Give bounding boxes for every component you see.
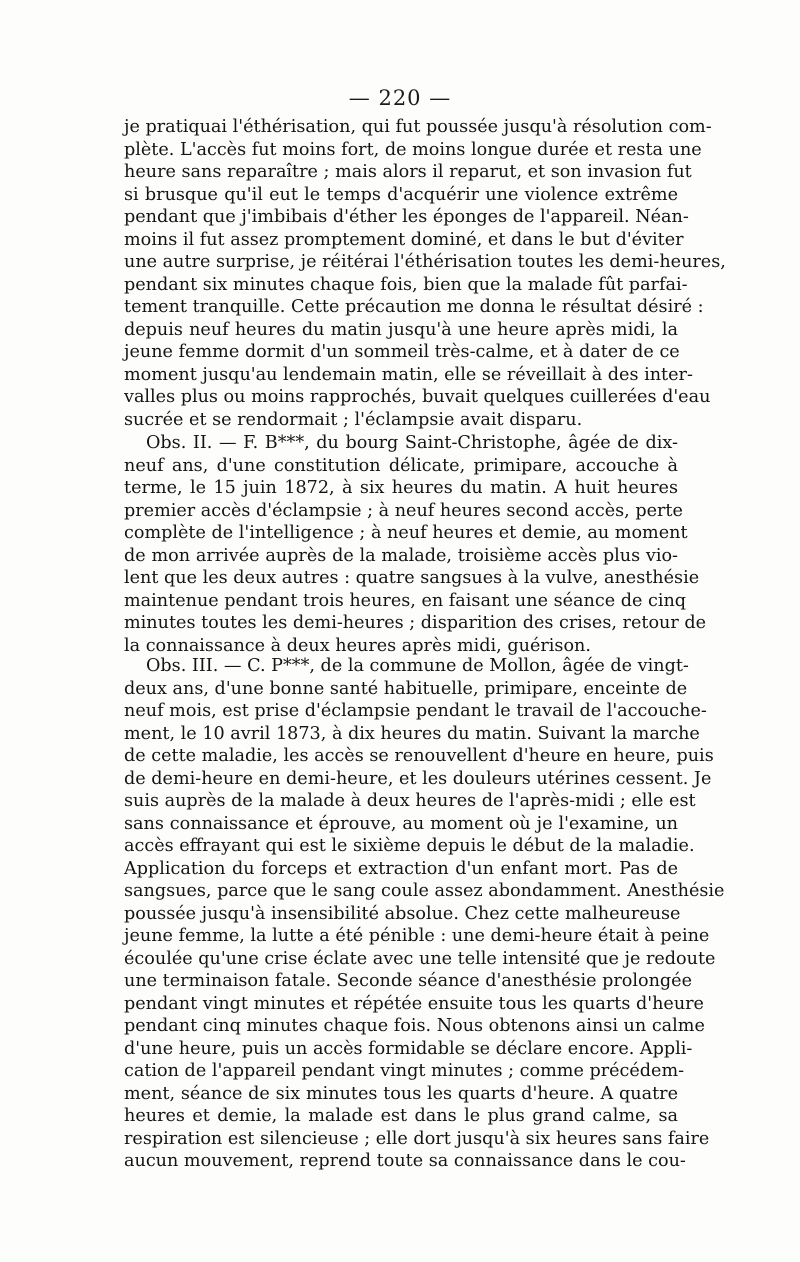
text-line: accès effrayant qui est le sixième depuis le début de la maladie. <box>124 836 695 856</box>
text-line: lent que les deux autres : quatre sangsues à la vulve, anesthésie <box>124 568 700 588</box>
text-line: si brusque qu'il eut le temps d'acquérir une violence extrême <box>124 184 678 205</box>
text-line: respiration est silencieuse ; elle dort jusqu'à six heures sans faire <box>124 1128 710 1149</box>
paragraph-continuation <box>124 116 726 431</box>
text-line: je pratiquai l'éthérisation, qui fut poussée jusqu'à résolution com- <box>124 117 712 137</box>
text-line: la connaissance à deux heures après midi, guérison. <box>124 635 591 656</box>
text-line: heure sans reparaître ; mais alors il reparut, et son invasion fut <box>124 162 692 182</box>
text-line: de mon arrivée auprès de la malade, troisième accès plus vio- <box>124 545 678 566</box>
text-line: cation de l'appareil pendant vingt minutes ; comme précédem- <box>124 1061 685 1081</box>
text-line: d'une heure, puis un accès formidable se déclare encore. Appli- <box>124 1038 693 1059</box>
text-line: Obs. II. — F. B***, du bourg Saint-Christophe, âgée de dix- <box>146 433 678 453</box>
text-line: terme, le 15 juin 1872, à six heures du matin. A huit heures <box>124 478 678 498</box>
text-line: heures et demie, la malade est dans le plus grand calme, sa <box>124 1106 678 1126</box>
text-line: sangsues, parce que le sang coule assez abondamment. Anesthésie <box>124 881 725 901</box>
text-line: pendant que j'imbibais d'éther les éponges de l'appareil. Néan- <box>124 207 689 227</box>
text-line: de cette maladie, les accès se renouvellent d'heure en heure, puis <box>124 746 714 766</box>
text-line: tement tranquille. Cette précaution me donna le résultat désiré : <box>124 297 704 317</box>
text-line: une terminaison fatale. Seconde séance d'anesthésie prolongée <box>124 971 693 991</box>
text-line: valles plus ou moins rapprochés, buvait quelques cuillerées d'eau <box>124 387 711 407</box>
text-line: maintenue pendant trois heures, en faisant une séance de cinq <box>124 590 687 611</box>
text-line: pendant cinq minutes chaque fois. Nous obtenons ainsi un calme <box>124 1016 705 1036</box>
observation-3 <box>124 655 725 1173</box>
text-line: ment, séance de six minutes tous les quarts d'heure. A quatre <box>124 1083 678 1104</box>
text-line: depuis neuf heures du matin jusqu'à une heure après midi, la <box>124 319 678 340</box>
text-line: suis auprès de la malade à deux heures de l'après-midi ; elle est <box>124 791 696 811</box>
text-line: sucrée et se rendormait ; l'éclampsie avait disparu. <box>124 409 583 430</box>
text-line: premier accès d'éclampsie ; à neuf heures second accès, perte <box>124 500 683 521</box>
text-line: pendant six minutes chaque fois, bien que la malade fût parfai- <box>124 274 688 295</box>
text-line: sans connaissance et éprouve, au moment où je l'examine, un <box>124 813 678 834</box>
text-line: complète de l'intelligence ; à neuf heures et demie, au moment <box>124 523 688 543</box>
text-line: neuf mois, est prise d'éclampsie pendant le travail de l'accouche- <box>124 701 707 721</box>
text-line: aucun mouvement, reprend toute sa connaissance dans le cou- <box>124 1151 686 1171</box>
text-line: poussée jusqu'à insensibilité absolue. Chez cette malheureuse <box>124 903 681 924</box>
text-line: neuf ans, d'une constitution délicate, primipare, accouche à <box>124 455 678 476</box>
text-line: moins il fut assez promptement dominé, et dans le but d'éviter <box>124 229 684 250</box>
text-line: une autre surprise, je réitérai l'éthérisation toutes les demi-heures, <box>124 252 726 272</box>
text-line: deux ans, d'une bonne santé habituelle, primipare, enceinte de <box>124 678 688 699</box>
text-line: ment, le 10 avril 1873, à dix heures du matin. Suivant la marche <box>124 723 700 744</box>
text-line: Application du forceps et extraction d'un enfant mort. Pas de <box>124 858 678 879</box>
text-line: moment jusqu'au lendemain matin, elle se réveillait à des inter- <box>124 364 693 385</box>
observation-2 <box>124 432 707 657</box>
text-line: pendant vingt minutes et répétée ensuite tous les quarts d'heure <box>124 993 704 1014</box>
text-line: Obs. III. — C. P***, de la commune de Mollon, âgée de vingt- <box>146 656 689 676</box>
text-line: jeune femme dormit d'un sommeil très-calme, et à dater de ce <box>124 342 680 362</box>
text-line: minutes toutes les demi-heures ; disparition des crises, retour de <box>124 613 707 633</box>
page-number: — 220 — <box>348 86 452 110</box>
text-line: de demi-heure en demi-heure, et les douleurs utérines cessent. Je <box>124 768 712 789</box>
text-line: plète. L'accès fut moins fort, de moins longue durée et resta une <box>124 139 702 160</box>
text-line: écoulée qu'une crise éclate avec une telle intensité que je redoute <box>124 948 716 969</box>
text-line: jeune femme, la lutte a été pénible : une demi-heure était à peine <box>124 926 710 946</box>
